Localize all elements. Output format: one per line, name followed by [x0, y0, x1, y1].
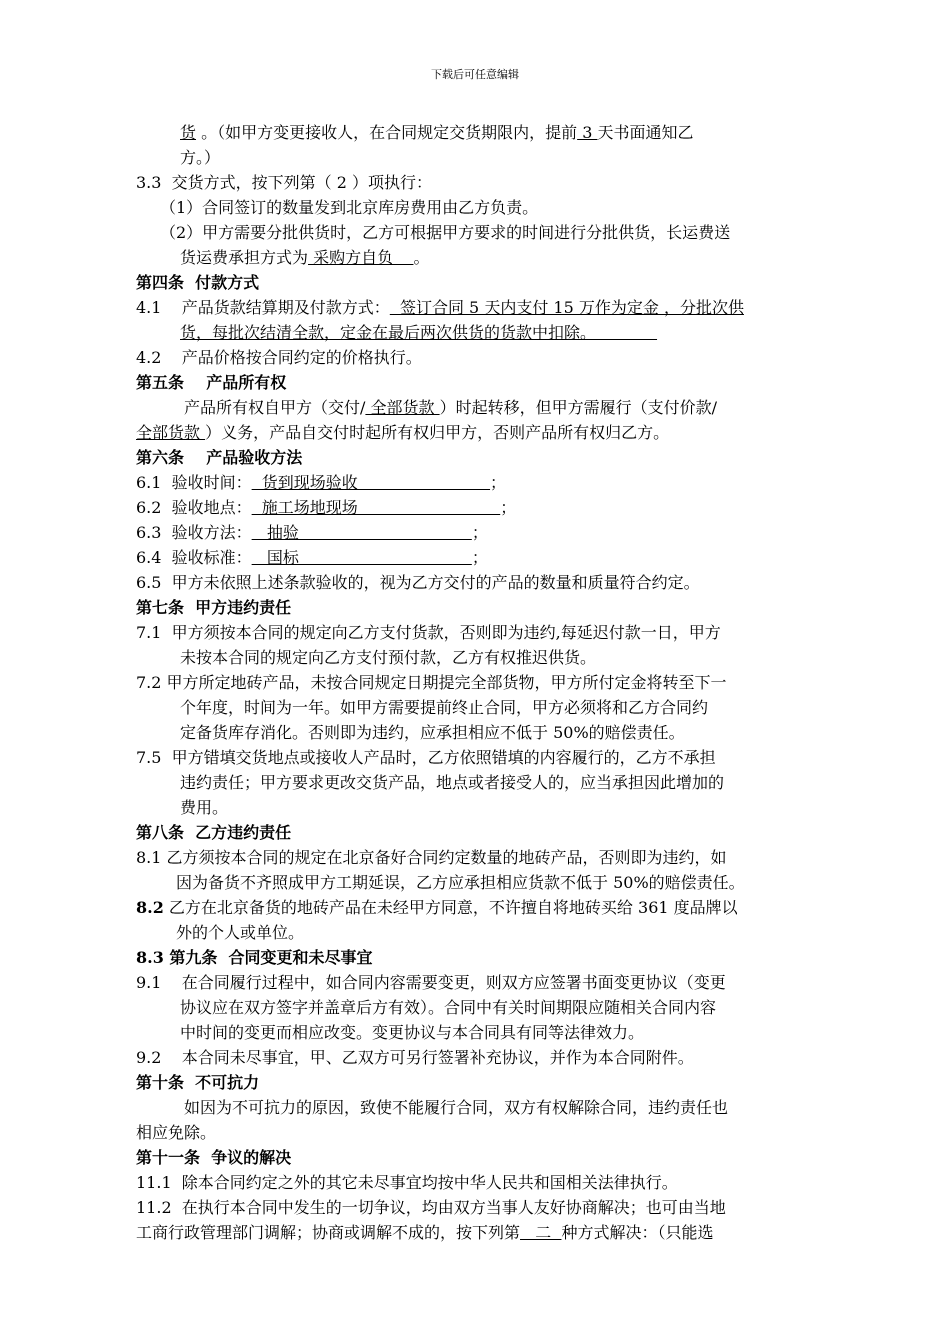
contract-line — [136, 995, 840, 1020]
line-text: 8.2 — [136, 898, 164, 917]
contract-line — [136, 770, 840, 795]
line-text: 6.1 验收时间： — [136, 473, 252, 492]
contract-line — [136, 1095, 840, 1120]
contract-line — [136, 745, 840, 770]
line-text: 方。） — [180, 148, 221, 167]
section-heading — [136, 820, 840, 845]
section-heading — [136, 445, 840, 470]
section-heading — [136, 370, 840, 395]
contract-line — [136, 895, 840, 920]
contract-line — [136, 170, 840, 195]
line-text: 第五条 产品所有权 — [136, 373, 287, 392]
line-text: ； — [490, 473, 507, 492]
line-text: 6.3 验收方法： — [136, 523, 252, 542]
contract-line — [136, 670, 840, 695]
contract-line — [136, 295, 840, 320]
line-text: 8.3 第九条 合同变更和未尽事宜 — [136, 948, 373, 967]
line-text: 4.2 产品价格按合同约定的价格执行。 — [136, 348, 422, 367]
line-text: 第四条 付款方式 — [136, 273, 260, 292]
line-text: 中时间的变更而相应改变。变更协议与本合同具有同等法律效力。 — [180, 1023, 645, 1042]
line-text: 协议应在双方签字并盖章后方有效）。合同中有关时间期限应随相关合同内容 — [180, 998, 717, 1017]
line-text: 工商行政管理部门调解；协商或调解不成的，按下列第 — [136, 1223, 521, 1242]
filled-blank: 采购方自负 — [308, 248, 414, 267]
contract-line — [136, 120, 840, 145]
line-text: 违约责任；甲方要求更改交货产品，地点或者接受人的，应当承担因此增加的 — [180, 773, 725, 792]
contract-line — [136, 545, 840, 570]
line-text: 第七条 甲方违约责任 — [136, 598, 292, 617]
line-text: 第八条 乙方违约责任 — [136, 823, 292, 842]
line-text: 未按本合同的规定向乙方支付预付款，乙方有权推迟供货。 — [180, 648, 597, 667]
line-text: 外的个人或单位。 — [176, 923, 305, 942]
contract-line — [136, 320, 840, 345]
contract-line — [136, 145, 840, 170]
filled-blank: 抽验 — [251, 523, 472, 542]
contract-line — [136, 345, 840, 370]
contract-line — [136, 195, 840, 220]
contract-line — [136, 870, 840, 895]
filled-blank: 3 — [577, 123, 598, 142]
filled-blank: 货 — [180, 123, 197, 142]
line-text: （1）合同签订的数量发到北京库房费用由乙方负责。 — [160, 198, 539, 217]
line-text: 7.1 甲方须按本合同的规定向乙方支付货款，否则即为违约,每延迟付款一日，甲方 — [136, 623, 721, 642]
page-header: 下载后可任意编辑 — [431, 68, 519, 81]
section-heading — [136, 1070, 840, 1095]
line-text: 乙方在北京备货的地砖产品在未经甲方同意，不许擅自将地砖买给 361 度品牌以 — [163, 898, 738, 917]
line-text: 6.5 甲方未依照上述条款验收的，视为乙方交付的产品的数量和质量符合约定。 — [136, 573, 700, 592]
line-text: 第六条 产品验收方法 — [136, 448, 303, 467]
section-heading — [136, 270, 840, 295]
contract-line — [136, 395, 840, 420]
section-heading — [136, 945, 840, 970]
filled-blank: 国标 — [251, 548, 472, 567]
section-heading — [136, 595, 840, 620]
line-text: ）时起转移，但甲方需履行（支付价款/ — [439, 398, 717, 417]
line-text: （如甲方变更接收人，在合同规定交货期限内，提前 — [217, 123, 578, 142]
line-text: ； — [471, 523, 488, 542]
line-text: 第十一条 争议的解决 — [136, 1148, 292, 1167]
contract-line — [136, 845, 840, 870]
line-text: 产品所有权自甲方（交付/ — [184, 398, 366, 417]
contract-line — [136, 420, 840, 445]
contract-line — [136, 1220, 840, 1245]
line-text: 费用。 — [180, 798, 229, 817]
filled-blank: 全部货款 — [136, 423, 206, 442]
filled-blank: 施工场地现场 — [251, 498, 501, 517]
contract-line — [136, 570, 840, 595]
line-text: 第十条 不可抗力 — [136, 1073, 260, 1092]
line-text: 6.2 验收地点： — [136, 498, 252, 517]
contract-line — [136, 495, 840, 520]
contract-line — [136, 645, 840, 670]
filled-blank: 签订合同 5 天内支付 15 万作为定金 ，分批次供 — [389, 298, 744, 317]
line-text: ）义务，产品自交付时起所有权归甲方，否则产品所有权归乙方。 — [205, 423, 670, 442]
line-text: 3.3 交货方式，按下列第（ 2 ）项执行： — [136, 173, 432, 192]
line-text: 4.1 产品货款结算期及付款方式： — [136, 298, 390, 317]
line-text: 11.2 在执行本合同中发生的一切争议，均由双方当事人友好协商解决；也可由当地 — [136, 1198, 726, 1217]
line-text: 8.1 乙方须按本合同的规定在北京备好合同约定数量的地砖产品，否则即为违约，如 — [136, 848, 727, 867]
filled-blank: 全部货款 — [365, 398, 440, 417]
line-text: （2）甲方需要分批供货时，乙方可根据甲方要求的时间进行分批供货，长运费送 — [160, 223, 731, 242]
line-text: 11.1 除本合同约定之外的其它未尽事宜均按中华人民共和国相关法律执行。 — [136, 1173, 678, 1192]
contract-line — [136, 720, 840, 745]
contract-line — [136, 1170, 840, 1195]
line-text: 因为备货不齐照成甲方工期延误，乙方应承担相应货款不低于 50%的赔偿责任。 — [176, 873, 745, 892]
line-text: 种方式解决：（只能选 — [561, 1223, 714, 1242]
contract-line — [136, 1020, 840, 1045]
contract-line — [136, 1120, 840, 1145]
contract-line — [136, 795, 840, 820]
contract-line — [136, 1045, 840, 1070]
line-text: 7.5 甲方错填交货地点或接收人产品时，乙方依照错填的内容履行的，乙方不承担 — [136, 748, 716, 767]
line-text: 货运费承担方式为 — [180, 248, 309, 267]
filled-blank: 货到现场验收 — [251, 473, 491, 492]
line-text: 7.2 甲方所定地砖产品，未按合同规定日期提完全部货物，甲方所付定金将转至下一 — [136, 673, 727, 692]
filled-blank: 二 — [520, 1223, 562, 1242]
line-text: 定备货库存消化。否则即为违约，应承担相应不低于 50%的赔偿责任。 — [180, 723, 685, 742]
contract-line — [136, 1195, 840, 1220]
contract-line — [136, 245, 840, 270]
line-text: 如因为不可抗力的原因，致使不能履行合同，双方有权解除合同，违约责任也 — [184, 1098, 729, 1117]
section-heading — [136, 1145, 840, 1170]
contract-line — [136, 520, 840, 545]
contract-line — [136, 620, 840, 645]
filled-blank: 货，每批次结清全款，定金在最后两次供货的货款中扣除。 — [180, 323, 658, 342]
line-text: 6.4 验收标准： — [136, 548, 252, 567]
line-text: ； — [500, 498, 517, 517]
contract-line — [136, 470, 840, 495]
line-text: 天书面通知乙 — [597, 123, 694, 142]
contract-page — [136, 120, 840, 1245]
contract-line — [136, 920, 840, 945]
contract-line — [136, 220, 840, 245]
line-text: 个年度，时间为一年。如甲方需要提前终止合同，甲方必须将和乙方合同约 — [180, 698, 709, 717]
line-text: 9.2 本合同未尽事宜，甲、乙双方可另行签署补充协议，并作为本合同附件。 — [136, 1048, 694, 1067]
line-text: ； — [471, 548, 488, 567]
line-text: 相应免除。 — [136, 1123, 217, 1142]
contract-line — [136, 970, 840, 995]
line-text: 。 — [413, 248, 430, 267]
line-text: 9.1 在合同履行过程中，如合同内容需要变更，则双方应签署书面变更协议（变更 — [136, 973, 726, 992]
line-text: 。 — [196, 123, 218, 142]
contract-line — [136, 695, 840, 720]
